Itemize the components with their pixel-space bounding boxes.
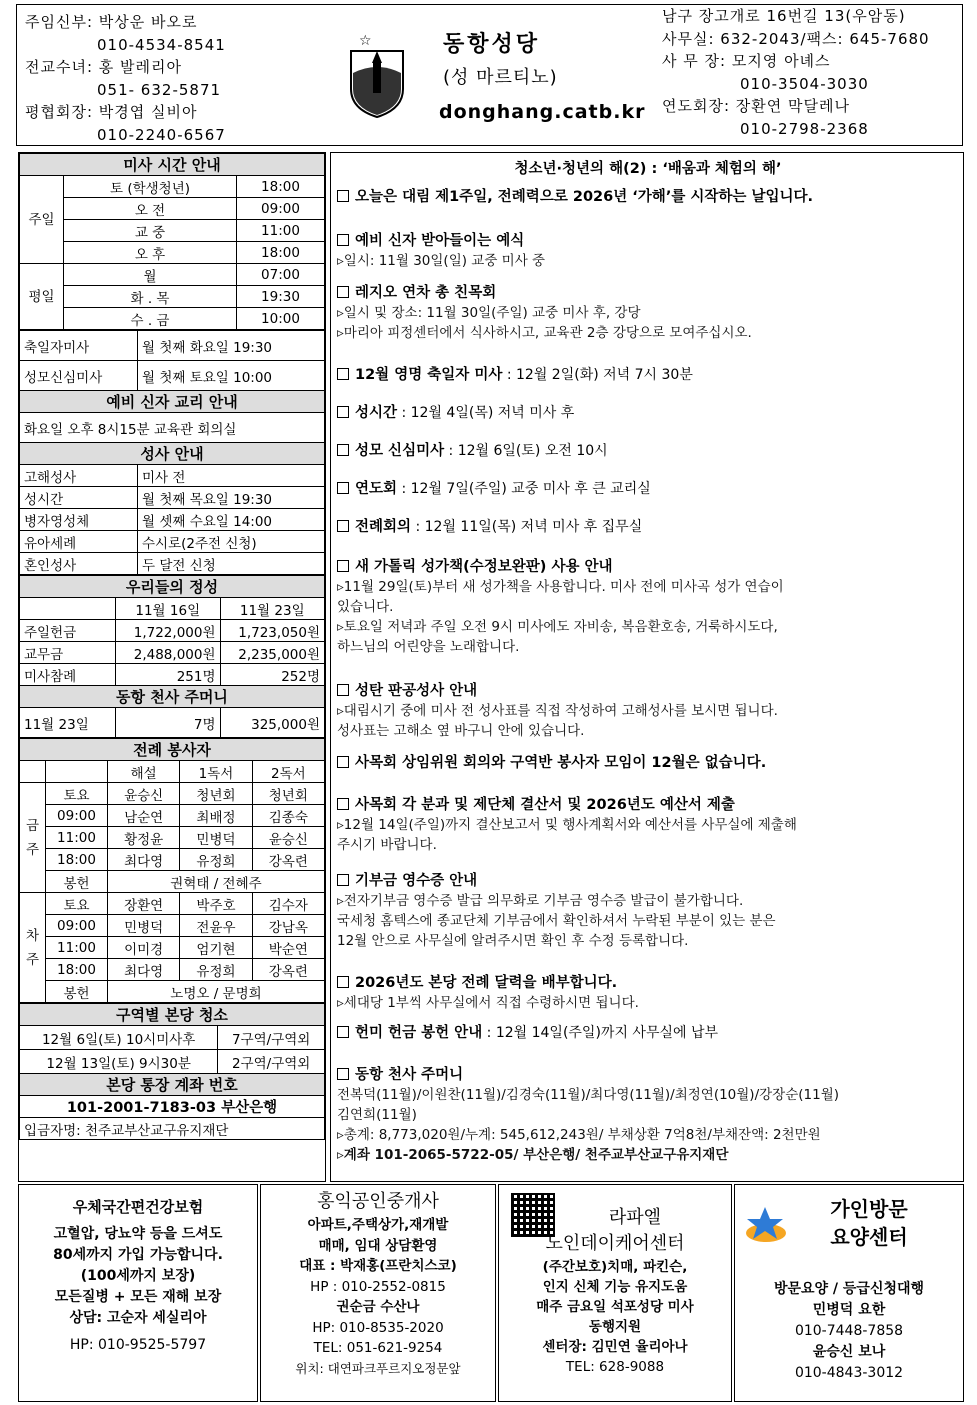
section-title: 미사 시간 안내	[20, 154, 325, 176]
notice-item	[337, 1023, 961, 1043]
mass-name: 수 . 금	[64, 308, 237, 330]
mass-name: 축일자미사	[20, 331, 138, 361]
office-manager: 사 무 장: 모지영 아녜스	[662, 52, 831, 70]
checkbox-bullet-icon	[337, 874, 349, 886]
ad-line: 80세까지 가입 가능합니다.	[53, 1247, 223, 1263]
notice-heading-text: 2026년도 본당 전례 달력을 배부합니다.	[355, 975, 618, 991]
table-row	[20, 1050, 325, 1074]
server-name: 박주호	[180, 893, 252, 915]
sacrament-time: 미사 전	[138, 465, 325, 487]
server-name: 최다영	[108, 849, 180, 871]
notice-line: ▹세대당 1부씩 사무실에서 직접 수령하시면 됩니다.	[337, 995, 639, 1011]
sacrament-name: 유아세례	[20, 531, 138, 553]
ad-line: 모든질병 + 모든 재해 보장	[54, 1289, 222, 1305]
notice-heading	[337, 557, 961, 577]
cleaning-date: 12월 13일(토) 9시30분	[20, 1050, 218, 1074]
cleaning-area: 7구역/구역외	[218, 1026, 325, 1050]
header	[16, 4, 963, 146]
office-manager-phone: 010-3504-3030	[740, 74, 869, 93]
notice-heading-text: 오늘은 대림 제1주일, 전례력으로 2026년 ‘가해’를 시작하는 날입니다.	[355, 189, 813, 205]
svg-text:☆: ☆	[359, 33, 372, 49]
yeondo-phone: 010-2798-2368	[740, 119, 869, 138]
mass-slot: 18:00	[46, 849, 108, 871]
server-name: 최배정	[180, 805, 252, 827]
cell-value: 2,235,000원	[220, 642, 325, 664]
sister-phone: 051- 632-5871	[97, 80, 222, 99]
checkbox-bullet-icon	[337, 444, 349, 456]
notice-heading	[337, 365, 961, 385]
ad-line: 아파트,주택상가,재개발	[307, 1217, 449, 1233]
mass-time: 10:00	[237, 308, 325, 330]
sister: 전교수녀: 홍 발레리아	[25, 58, 183, 76]
notice-detail-text: : 12월 2일(화) 저녁 7시 30분	[502, 367, 693, 383]
sacrament-time: 월 첫째 목요일 19:30	[138, 487, 325, 509]
cell-value: 2,488,000원	[116, 642, 221, 664]
notice-line: ▹토요일 저녁과 주일 오전 9시 미사에도 자비송, 복음환호송, 거룩하시도다,	[337, 619, 778, 635]
notice-line: 국세청 홈텍스에 종교단체 기부금에서 확인하셔서 누락된 부분이 있는 분은	[337, 913, 776, 929]
table-row	[20, 708, 325, 738]
server-name: 강옥련	[252, 959, 324, 981]
server-name: 민병덕	[108, 915, 180, 937]
section-title: 전례 봉사자	[20, 739, 325, 761]
table-row	[20, 805, 325, 827]
special-mass-table	[19, 330, 325, 575]
checkbox-bullet-icon	[337, 1068, 349, 1080]
ad-line: 민병덕 요한	[812, 1302, 886, 1318]
ad-line: 센터장: 김민연 율리아나	[542, 1339, 688, 1355]
notice-item	[337, 479, 961, 499]
notice-heading-text: 성모 신심미사	[355, 443, 445, 459]
server-name: 김종숙	[252, 805, 324, 827]
section-title: 동항 천사 주머니	[20, 686, 325, 708]
ad-line: 위치: 대연파크푸르지오정문앞	[295, 1360, 461, 1376]
notice-item	[337, 187, 961, 207]
checkbox-bullet-icon	[337, 976, 349, 988]
notice-line: 12월 안으로 사무실에 알려주시면 확인 후 수정 등록합니다.	[337, 933, 689, 949]
server-name: 엄기현	[180, 937, 252, 959]
notice-line: 김연희(11월)	[337, 1107, 417, 1123]
table-row	[20, 1026, 325, 1050]
row-label: 주일헌금	[20, 620, 116, 642]
server-name: 김수자	[252, 893, 324, 915]
ad-line: TEL: 051-621-9254	[313, 1340, 443, 1356]
notice-line: ▹전자기부금 영수증 발급 의무화로 기부금 영수증 발급이 불가합니다.	[337, 893, 744, 909]
checkbox-bullet-icon	[337, 234, 349, 246]
ad-homecare	[734, 1184, 964, 1402]
table-row	[20, 531, 325, 553]
table-row	[20, 553, 325, 575]
server-name: 윤승신	[108, 783, 180, 805]
mass-time: 18:00	[237, 242, 325, 264]
row-label: 교무금	[20, 642, 116, 664]
angel-amount: 325,000원	[220, 708, 325, 738]
cell-value: 1,723,050원	[220, 620, 325, 642]
mass-name: 오 전	[64, 198, 237, 220]
notice-heading-text: 연도회	[355, 481, 398, 497]
mass-slot: 11:00	[46, 827, 108, 849]
notice-heading	[337, 871, 961, 891]
ad-line: HP : 010-2552-0815	[310, 1278, 446, 1295]
notice-line: ▹11월 29일(토)부터 새 성가책을 사용합니다. 미사 전에 미사곡 성가 연습이	[337, 579, 784, 595]
section-title: 예비 신자 교리 안내	[20, 391, 325, 413]
table-row	[20, 308, 325, 330]
ad-daycare-subtitle: 노인데이케어센터	[545, 1233, 685, 1254]
notices-column	[330, 152, 964, 1182]
notice-line: ▹대림시기 중에 미사 전 성사표를 직접 작성하여 고해성사를 보시면 됩니다.	[337, 703, 778, 719]
notice-heading-text: 성시간	[355, 405, 398, 421]
notice-detail-text: : 12월 6일(토) 오전 10시	[444, 443, 608, 459]
table-row	[20, 827, 325, 849]
server-name: 박순연	[252, 937, 324, 959]
table-row	[20, 937, 325, 959]
notice-heading	[337, 231, 961, 251]
header-right-contacts	[662, 5, 930, 140]
notice-heading	[337, 1065, 961, 1085]
checkbox-bullet-icon	[337, 798, 349, 810]
checkbox-bullet-icon	[337, 560, 349, 572]
server-name: 장환연	[108, 893, 180, 915]
cell-value: 251명	[116, 664, 221, 686]
mass-name: 교 중	[64, 220, 237, 242]
sunday-label: 주일	[20, 176, 64, 264]
notice-item	[337, 1065, 961, 1165]
mass-name: 성모신심미사	[20, 361, 138, 391]
table-row	[20, 620, 325, 642]
notice-heading	[337, 681, 961, 701]
cell-value: 1,722,000원	[116, 620, 221, 642]
mass-slot: 18:00	[46, 959, 108, 981]
sacrament-name: 병자영성체	[20, 509, 138, 531]
mass-slot: 09:00	[46, 805, 108, 827]
server-name: 강옥련	[252, 849, 324, 871]
table-row	[20, 981, 325, 1003]
server-name: 이미경	[108, 937, 180, 959]
section-title: 성사 안내	[20, 443, 325, 465]
ad-insurance-title: 우체국간편건강보험	[72, 1198, 204, 1216]
notice-line: ▹계좌 101-2065-5722-05/ 부산은행/ 천주교부산교구유지재단	[337, 1147, 729, 1163]
table-row	[20, 465, 325, 487]
table-row	[20, 176, 325, 198]
table-row	[20, 664, 325, 686]
church-name: 동항성당	[443, 32, 541, 57]
yeondo-president: 연도회장: 장환연 막달레나	[662, 97, 850, 115]
section-title: 구역별 본당 청소	[20, 1004, 325, 1026]
address: 남구 장고개로 16번길 13(우암동)	[662, 7, 906, 25]
notice-line: ▹일시: 11월 30일(일) 교중 미사 중	[337, 253, 546, 269]
notice-heading-text: 12월 영명 축일자 미사	[355, 367, 503, 383]
notice-heading-text: 예비 신자 받아들이는 예식	[355, 233, 525, 249]
left-column	[18, 152, 326, 1182]
ad-line: (100세까지 보장)	[80, 1268, 196, 1284]
notice-heading-text: 헌미 헌금 봉헌 안내	[355, 1025, 483, 1041]
server-name: 권혁태 / 전혜주	[108, 871, 325, 893]
column-header: 11월 16일	[116, 598, 221, 620]
pastor: 주임신부: 박상운 바오로	[25, 13, 198, 31]
notice-heading-text: 새 가톨릭 성가책(수정보완판) 사용 안내	[355, 559, 613, 575]
notice-item	[337, 403, 961, 423]
section-title: 본당 통장 계좌 번호	[20, 1074, 325, 1096]
notice-detail-text: : 12월 11일(목) 저녁 미사 후 집무실	[411, 519, 643, 535]
notice-heading	[337, 1023, 961, 1043]
council-president: 평협회장: 박경엽 실비아	[25, 103, 198, 121]
ad-line: 대표 : 박재홍(프란치스코)	[299, 1258, 457, 1274]
notice-line: 하느님의 어린양을 노래합니다.	[337, 639, 520, 655]
server-name: 유정희	[180, 959, 252, 981]
server-name: 남순연	[108, 805, 180, 827]
ad-line: 매주 금요일 석포성당 미사	[536, 1299, 694, 1315]
ad-line: 인지 신체 기능 유지도움	[542, 1279, 688, 1295]
cleaning-table	[19, 1003, 325, 1140]
server-name: 노명오 / 문명희	[108, 981, 325, 1003]
checkbox-bullet-icon	[337, 520, 349, 532]
church-logo-icon	[345, 29, 409, 119]
notice-heading	[337, 441, 961, 461]
column-header: 해설	[108, 761, 180, 783]
notice-detail-text: : 12월 4일(목) 저녁 미사 후	[397, 405, 575, 421]
row-label: 미사참례	[20, 664, 116, 686]
ad-line: 고혈압, 당뇨약 등을 드셔도	[53, 1226, 223, 1242]
liturgy-servers-table	[19, 738, 325, 1003]
column-header: 11월 23일	[220, 598, 325, 620]
server-name: 황정윤	[108, 827, 180, 849]
pastor-phone: 010-4534-8541	[97, 35, 226, 54]
mass-slot: 11:00	[46, 937, 108, 959]
council-phone: 010-2240-6567	[97, 125, 226, 144]
angel-date: 11월 23일	[20, 708, 116, 738]
mass-name: 오 후	[64, 242, 237, 264]
notice-heading-text: 사목회 각 분과 및 제단체 결산서 및 2026년도 예산서 제출	[355, 797, 735, 813]
sacrament-name: 고해성사	[20, 465, 138, 487]
table-row	[20, 264, 325, 286]
checkbox-bullet-icon	[337, 1026, 349, 1038]
mass-slot: 토요	[46, 893, 108, 915]
checkbox-bullet-icon	[337, 286, 349, 298]
mass-time: 월 첫째 토요일 10:00	[138, 361, 325, 391]
table-row	[20, 915, 325, 937]
table-row	[20, 783, 325, 805]
mass-time: 18:00	[237, 176, 325, 198]
server-name: 유정희	[180, 849, 252, 871]
ad-line: 상담: 고순자 세실리아	[69, 1310, 207, 1326]
table-row	[20, 198, 325, 220]
mass-slot: 봉헌	[46, 981, 108, 1003]
sacrament-name: 혼인성사	[20, 553, 138, 575]
notice-heading	[337, 973, 961, 993]
notice-item	[337, 557, 961, 657]
notice-heading	[337, 517, 961, 537]
table-row	[20, 361, 325, 391]
ad-phone: 010-4843-3012	[794, 1365, 904, 1381]
ad-line: HP: 010-8535-2020	[312, 1319, 444, 1336]
server-name: 윤승신	[252, 827, 324, 849]
table-row	[20, 487, 325, 509]
column-header: 2독서	[252, 761, 324, 783]
server-name: 민병덕	[180, 827, 252, 849]
mass-time: 11:00	[237, 220, 325, 242]
notice-heading	[337, 795, 961, 815]
notice-line: 있습니다.	[337, 599, 394, 615]
mass-time: 19:30	[237, 286, 325, 308]
mass-name: 월	[64, 264, 237, 286]
server-name: 전윤우	[180, 915, 252, 937]
sacrament-time: 월 셋째 수요일 14:00	[138, 509, 325, 531]
notice-heading	[337, 403, 961, 423]
offering-table	[19, 575, 325, 738]
this-week-label: 금주	[20, 783, 46, 893]
ad-line: 방문요양 / 등급신청대행	[773, 1281, 925, 1297]
section-title: 우리들의 정성	[20, 576, 325, 598]
notice-item	[337, 517, 961, 537]
mass-slot: 봉헌	[46, 871, 108, 893]
ad-phone: HP: 010-9525-5797	[69, 1337, 207, 1353]
notice-item	[337, 753, 961, 773]
notice-line: ▹12월 14일(주일)까지 결산보고서 및 행사계획서와 예산서를 사무실에 제출해	[337, 817, 797, 833]
ad-homecare-title: 가인방문	[830, 1197, 908, 1221]
notice-heading	[337, 187, 961, 207]
ad-homecare-subtitle: 요양센터	[830, 1225, 908, 1249]
notice-heading-text: 성탄 판공성사 안내	[355, 683, 478, 699]
mass-time: 07:00	[237, 264, 325, 286]
cleaning-date: 12월 6일(토) 10시미사후	[20, 1026, 218, 1050]
catechumen-text: 화요일 오후 8시15분 교육관 회의실	[20, 413, 325, 443]
notice-heading	[337, 479, 961, 499]
table-row	[20, 509, 325, 531]
cleaning-area: 2구역/구역외	[218, 1050, 325, 1074]
ad-insurance	[18, 1184, 258, 1402]
ad-phone: 010-7448-7858	[794, 1323, 904, 1339]
ad-daycare	[498, 1184, 732, 1402]
checkbox-bullet-icon	[337, 368, 349, 380]
table-row	[20, 893, 325, 915]
column-header: 1독서	[180, 761, 252, 783]
notice-line: ▹일시 및 장소: 11월 30일(주일) 교중 미사 후, 강당	[337, 305, 641, 321]
weekday-label: 평일	[20, 264, 64, 330]
ad-daycare-title: 라파엘	[608, 1207, 662, 1228]
header-left-contacts	[25, 11, 226, 146]
notice-heading-text: 동항 천사 주머니	[355, 1067, 464, 1083]
table-row	[20, 959, 325, 981]
notice-heading-text: 사목회 상임위원 회의와 구역반 봉사자 모임이 12월은 없습니다.	[355, 755, 767, 771]
mass-name: 토 (학생청년)	[64, 176, 237, 198]
notice-item	[337, 681, 961, 741]
mass-time: 월 첫째 화요일 19:30	[138, 331, 325, 361]
checkbox-bullet-icon	[337, 406, 349, 418]
table-row	[20, 849, 325, 871]
ad-line: 윤승신 보나	[812, 1344, 886, 1360]
server-name: 최다영	[108, 959, 180, 981]
angel-count: 7명	[116, 708, 221, 738]
notice-heading-text: 레지오 연차 총 친목회	[355, 285, 497, 301]
ad-phone: TEL: 628-9088	[565, 1359, 665, 1375]
notice-item	[337, 871, 961, 951]
notices-title: 청소년·청년의 해(2) : ‘배움과 체험의 해’	[514, 161, 782, 177]
mass-slot: 토요	[46, 783, 108, 805]
notice-heading-text: 기부금 영수증 안내	[355, 873, 478, 889]
notice-detail-text: : 12월 7일(주일) 교중 미사 후 큰 교리실	[397, 481, 651, 497]
table-row	[20, 220, 325, 242]
notice-item	[337, 441, 961, 461]
checkbox-bullet-icon	[337, 190, 349, 202]
ad-line: (주간보호)치매, 파킨슨,	[542, 1259, 688, 1275]
ad-line: 동행지원	[588, 1319, 642, 1335]
office-phone: 사무실: 632-2043/팩스: 645-7680	[662, 29, 930, 48]
mass-name: 화 . 목	[64, 286, 237, 308]
next-week-label: 차주	[20, 893, 46, 1003]
table-row	[20, 871, 325, 893]
table-row	[20, 642, 325, 664]
notice-item	[337, 231, 961, 271]
notice-heading	[337, 283, 961, 303]
notice-line: 전복덕(11월)/이원찬(11월)/김경숙(11월)/최다영(11월)/최정연(10월)/강장순(11월)	[337, 1087, 839, 1103]
account-number: 101-2001-7183-03 부산은행	[20, 1096, 325, 1118]
notice-item	[337, 973, 961, 1013]
ad-realestate-title: 홍익공인중개사	[317, 1191, 439, 1212]
ad-line: 권순금 수산나	[336, 1299, 420, 1315]
ad-realestate	[260, 1184, 496, 1402]
website-link[interactable]: donghang.catb.kr	[439, 101, 646, 123]
notice-heading-text: 전례회의	[355, 519, 412, 535]
notice-line: 성사표는 고해소 옆 바구니 안에 있습니다.	[337, 723, 585, 739]
server-name: 청년회	[180, 783, 252, 805]
patron-saint: (성 마르티노)	[443, 67, 558, 88]
server-name: 강남옥	[252, 915, 324, 937]
ad-line: 매매, 임대 상담환영	[318, 1237, 438, 1254]
mass-time: 09:00	[237, 198, 325, 220]
notice-item	[337, 795, 961, 855]
table-row	[20, 286, 325, 308]
mass-schedule-table	[19, 153, 325, 330]
table-row	[20, 331, 325, 361]
account-holder: 입금자명: 천주교부산교구유지재단	[20, 1118, 325, 1140]
sacrament-name: 성시간	[20, 487, 138, 509]
server-name: 청년회	[252, 783, 324, 805]
cell-value: 252명	[220, 664, 325, 686]
sacrament-time: 수시로(2주전 신청)	[138, 531, 325, 553]
checkbox-bullet-icon	[337, 756, 349, 768]
checkbox-bullet-icon	[337, 684, 349, 696]
notice-item	[337, 365, 961, 385]
notice-heading	[337, 753, 961, 773]
notice-line: 주시기 바랍니다.	[337, 837, 437, 853]
mass-slot: 09:00	[46, 915, 108, 937]
notice-item	[337, 283, 961, 343]
notice-detail-text: : 12월 14일(주일)까지 사무실에 납부	[482, 1025, 719, 1041]
checkbox-bullet-icon	[337, 482, 349, 494]
notice-line: ▹총계: 8,773,020원/누계: 545,612,243원/ 부채상환 7억8천/부채잔액: 2천만원	[337, 1127, 821, 1143]
notice-line: ▹마리아 피정센터에서 식사하시고, 교육관 2층 강당으로 모여주십시오.	[337, 325, 752, 341]
sacrament-time: 두 달전 신청	[138, 553, 325, 575]
table-row	[20, 242, 325, 264]
